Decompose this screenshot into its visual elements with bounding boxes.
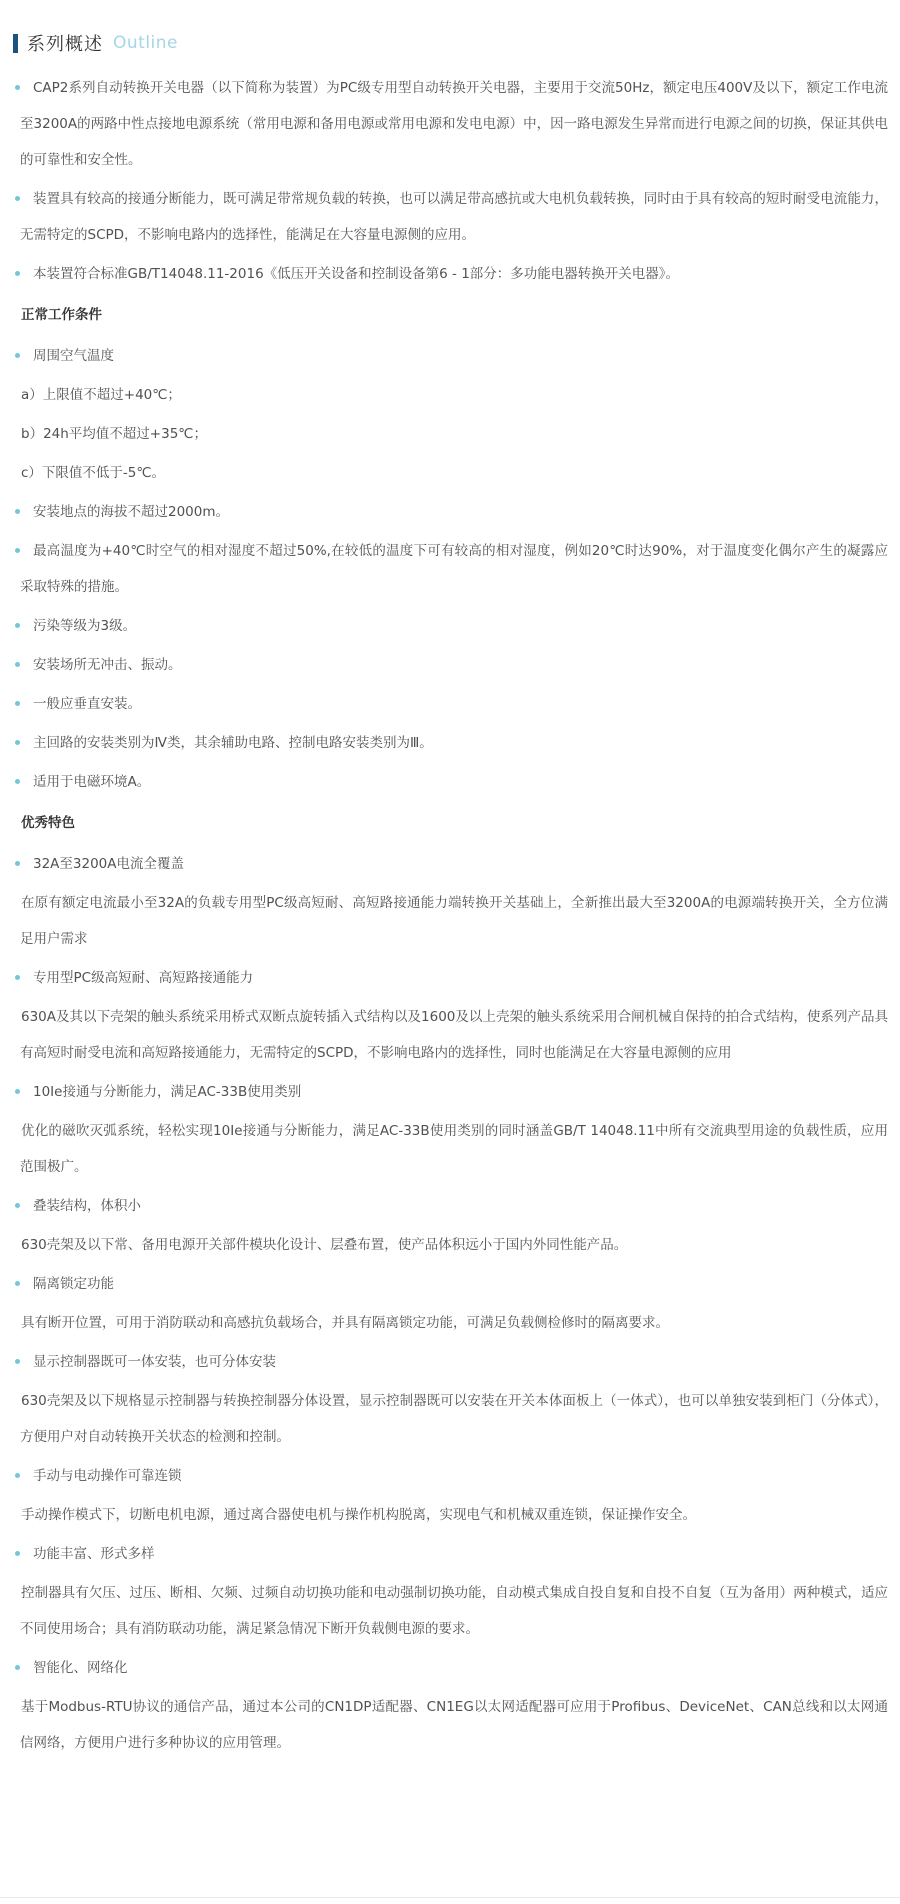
block-text: 功能丰富、形式多样 (33, 1546, 155, 1562)
page-title-en: Outline (113, 33, 179, 53)
bullet-item (20, 338, 888, 374)
accent-bar-icon (13, 34, 18, 53)
block-text: 基于Modbus-RTU协议的通信产品，通过本公司的CN1DP适配器、CN1EG以太网适配器可应用于Profibus、DeviceNet、CAN总线和以太网通信网络，方便用户进行多种协议的应用管理。 (20, 1699, 888, 1751)
bullet-item (20, 686, 888, 722)
bullet-dot-icon (15, 196, 20, 201)
block-text: 装置具有较高的接通分断能力，既可满足带常规负载的转换，也可以满足带高感抗或大电机负载转换，同时由于具有较高的短时耐受电流能力，无需特定的SCPD，不影响电路内的选择性，能满足在大容量电源侧的应用。 (20, 191, 888, 243)
block-text: c）下限值不低于-5℃。 (21, 465, 166, 481)
block-text: 手动操作模式下，切断电机电源，通过离合器使电机与操作机构脱离，实现电气和机械双重连锁，保证操作安全。 (21, 1507, 696, 1523)
block-text: 优秀特色 (21, 815, 75, 831)
bullet-dot-icon (15, 85, 20, 90)
paragraph (20, 1383, 888, 1455)
block-text: 主回路的安装类别为Ⅳ类，其余辅助电路、控制电路安装类别为Ⅲ。 (33, 735, 433, 751)
block-text: 隔离锁定功能 (33, 1276, 114, 1292)
block-text: 显示控制器既可一体安装，也可分体安装 (33, 1354, 276, 1370)
paragraph (20, 1227, 888, 1263)
bullet-item (20, 1458, 888, 1494)
page-title (13, 30, 900, 56)
block-text: CAP2系列自动转换开关电器（以下简称为装置）为PC级专用型自动转换开关电器，主要用于交流50Hz，额定电压400V及以下，额定工作电流至3200A的两路中性点接地电源系统（常用电源和备用电源或常用电源和发电电源）中，因一路电源发生异常而进行电源之间的切换，保证其供电的可靠性和安全性。 (20, 80, 888, 168)
paragraph (20, 377, 888, 413)
block-text: 最高温度为+40℃时空气的相对湿度不超过50%,在较低的温度下可有较高的相对湿度，例如20℃时达90%，对于温度变化偶尔产生的凝露应采取特殊的措施。 (20, 543, 888, 595)
paragraph (20, 1305, 888, 1341)
block-text: 安装场所无冲击、振动。 (33, 657, 182, 673)
paragraph (20, 1689, 888, 1761)
block-text: 本装置符合标准GB/T14048.11-2016《低压开关设备和控制设备第6 - 1部分：多功能电器转换开关电器》。 (33, 266, 680, 282)
bullet-dot-icon (15, 1089, 20, 1094)
section-heading (20, 297, 888, 333)
block-text: 周围空气温度 (33, 348, 114, 364)
block-text: 智能化、网络化 (33, 1660, 128, 1676)
bullet-dot-icon (15, 509, 20, 514)
bullet-item (20, 846, 888, 882)
bullet-item (20, 725, 888, 761)
paragraph (20, 416, 888, 452)
bullet-item (20, 1188, 888, 1224)
block-text: 一般应垂直安装。 (33, 696, 141, 712)
block-text: 优化的磁吹灭弧系统，轻松实现10Ie接通与分断能力，满足AC-33B使用类别的同时涵盖GB/T 14048.11中所有交流典型用途的负载性质，应用范围极广。 (20, 1123, 888, 1175)
block-text: 在原有额定电流最小至32A的负载专用型PC级高短耐、高短路接通能力端转换开关基础上，全新推出最大至3200A的电源端转换开关，全方位满足用户需求 (20, 895, 888, 947)
bullet-item (20, 70, 888, 178)
block-text: 630A及其以下壳架的触头系统采用桥式双断点旋转插入式结构以及1600及以上壳架的触头系统采用合闸机械自保持的拍合式结构，使系列产品具有高短时耐受电流和高短路接通能力，无需特定的SCPD，不影响电路内的选择性，同时也能满足在大容量电源侧的应用 (20, 1009, 888, 1061)
block-text: 正常工作条件 (21, 307, 102, 323)
block-text: 叠装结构，体积小 (33, 1198, 141, 1214)
bullet-dot-icon (15, 623, 20, 628)
bullet-item (20, 647, 888, 683)
paragraph (20, 999, 888, 1071)
bullet-dot-icon (15, 1665, 20, 1670)
bullet-dot-icon (15, 861, 20, 866)
block-text: 630壳架及以下规格显示控制器与转换控制器分体设置，显示控制器既可以安装在开关本体面板上（一体式），也可以单独安装到柜门（分体式），方便用户对自动转换开关状态的检测和控制。 (20, 1393, 888, 1445)
bullet-item (20, 960, 888, 996)
bullet-item (20, 1344, 888, 1380)
bullet-dot-icon (15, 1551, 20, 1556)
bullet-item (20, 1536, 888, 1572)
block-text: 手动与电动操作可靠连锁 (33, 1468, 182, 1484)
bullet-dot-icon (15, 353, 20, 358)
bullet-dot-icon (15, 701, 20, 706)
block-text: 控制器具有欠压、过压、断相、欠频、过频自动切换功能和电动强制切换功能，自动模式集成自投自复和自投不自复（互为备用）两种模式，适应不同使用场合；具有消防联动功能，满足紧急情况下断开负载侧电源的要求。 (20, 1585, 888, 1637)
paragraph (20, 885, 888, 957)
section-heading (20, 805, 888, 841)
bullet-item (20, 764, 888, 800)
block-text: 32A至3200A电流全覆盖 (33, 856, 185, 872)
paragraph (20, 1575, 888, 1647)
bullet-dot-icon (15, 1359, 20, 1364)
block-text: b）24h平均值不超过+35℃； (21, 426, 207, 442)
block-text: 污染等级为3级。 (33, 618, 137, 634)
bullet-dot-icon (15, 1281, 20, 1286)
block-text: a）上限值不超过+40℃； (21, 387, 181, 403)
bullet-dot-icon (15, 271, 20, 276)
block-text: 10Ie接通与分断能力，满足AC-33B使用类别 (33, 1084, 302, 1100)
bullet-dot-icon (15, 779, 20, 784)
bullet-item (20, 533, 888, 605)
bullet-item (20, 1074, 888, 1110)
paragraph (20, 455, 888, 491)
bullet-item (20, 256, 888, 292)
bullet-item (20, 1266, 888, 1302)
block-text: 专用型PC级高短耐、高短路接通能力 (33, 970, 254, 986)
block-text: 安装地点的海拔不超过2000m。 (33, 504, 230, 520)
bullet-item (20, 1650, 888, 1686)
block-text: 具有断开位置，可用于消防联动和高感抗负载场合，并具有隔离锁定功能，可满足负载侧检修时的隔离要求。 (21, 1315, 669, 1331)
block-text: 630壳架及以下常、备用电源开关部件模块化设计、层叠布置，使产品体积远小于国内外同性能产品。 (21, 1237, 628, 1253)
page-title-zh: 系列概述 (27, 34, 103, 55)
bullet-dot-icon (15, 1473, 20, 1478)
paragraph (20, 1113, 888, 1185)
bullet-dot-icon (15, 1203, 20, 1208)
bullet-item (20, 181, 888, 253)
bullet-dot-icon (15, 975, 20, 980)
block-text: 适用于电磁环境A。 (33, 774, 151, 790)
bullet-item (20, 494, 888, 530)
paragraph (20, 1497, 888, 1533)
bullet-item (20, 608, 888, 644)
bullet-dot-icon (15, 548, 20, 553)
bullet-dot-icon (15, 662, 20, 667)
bottom-divider (0, 1897, 900, 1898)
bullet-dot-icon (15, 740, 20, 745)
content (0, 70, 900, 1761)
